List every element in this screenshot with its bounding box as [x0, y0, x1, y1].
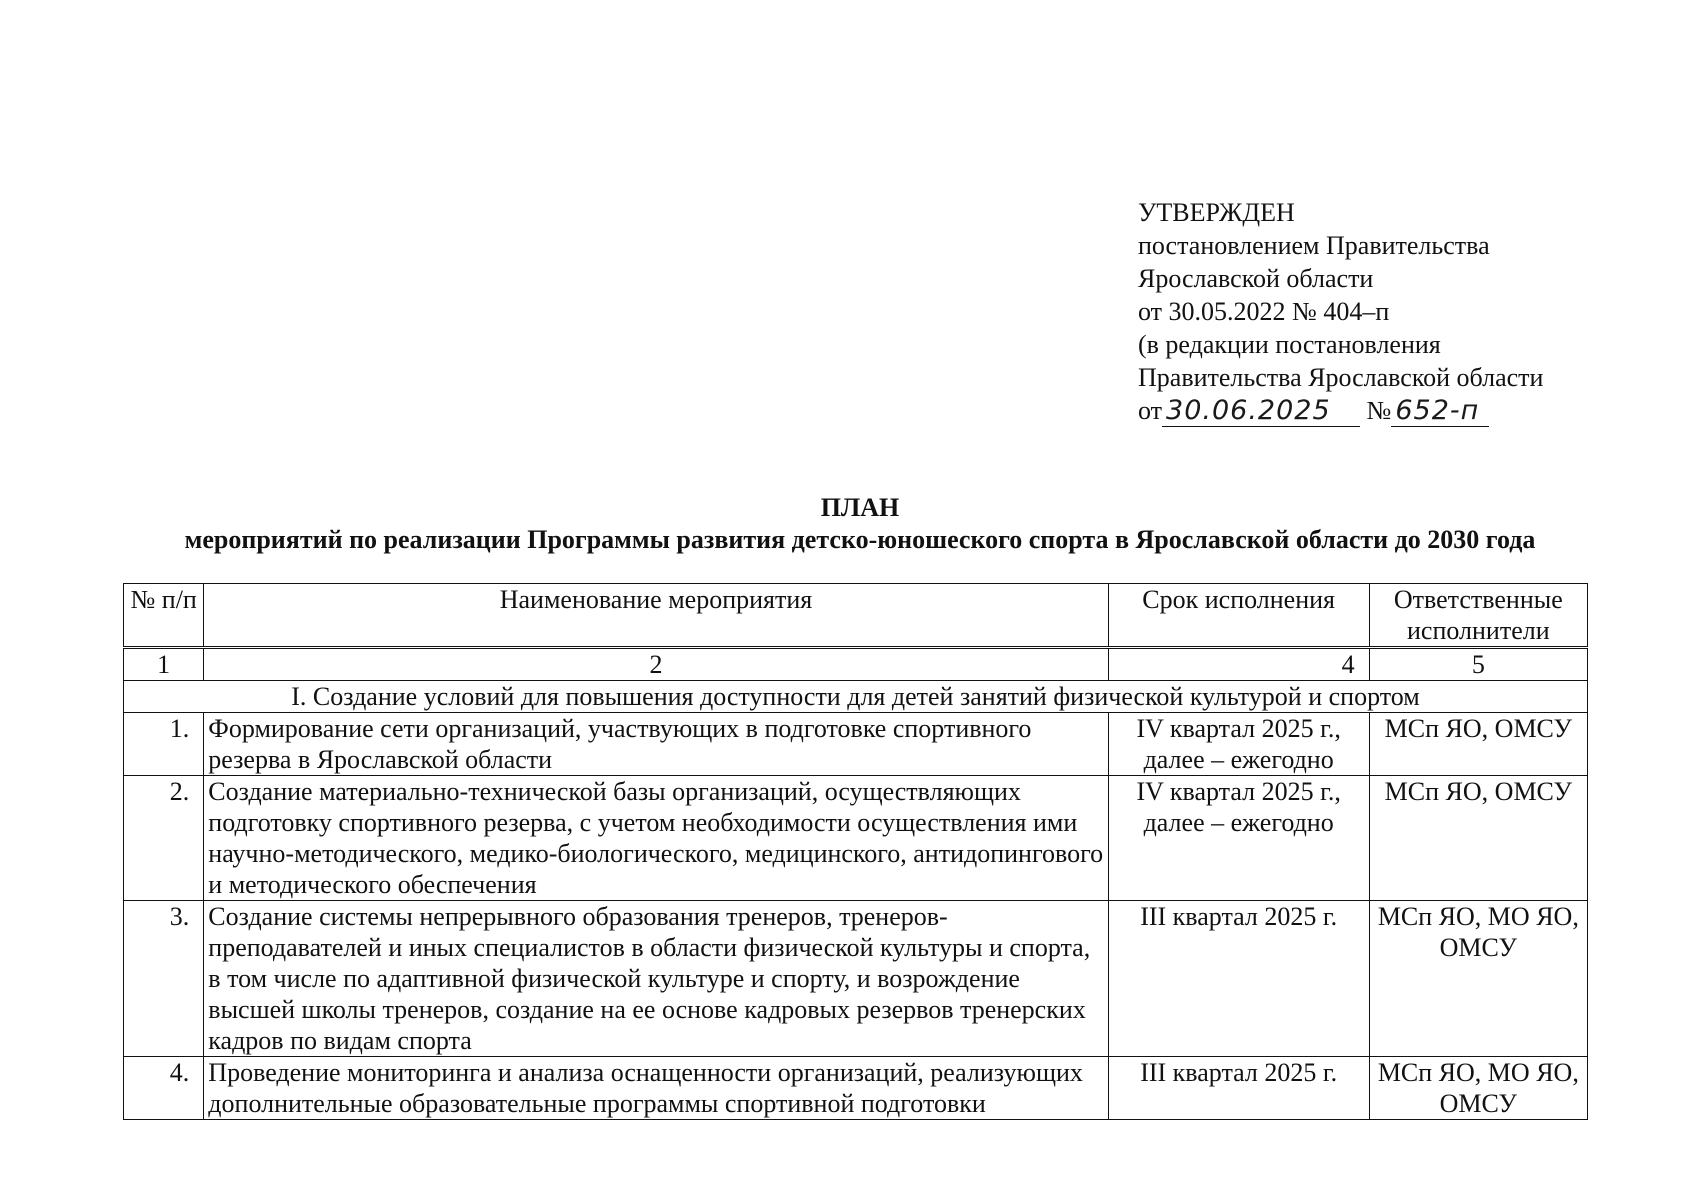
row-deadline: III квартал 2025 г. — [1108, 901, 1369, 1057]
row-responsible: МСп ЯО, МО ЯО, ОМСУ — [1369, 1057, 1587, 1120]
plan-heading: ПЛАН — [820, 493, 900, 522]
table-row — [124, 901, 1588, 1057]
number-prefix: № — [1366, 396, 1392, 425]
document-title — [0, 492, 1697, 556]
section-title: I. Создание условий для повышения доступности для детей занятий физической культурой и спортом — [124, 681, 1588, 713]
approval-line-region: Ярославской области — [1138, 264, 1374, 293]
plan-table — [123, 583, 1588, 1120]
row-name: Проведение мониторинга и анализа оснащенности организаций, реализующих дополнительные образовательные программы спортивной подготовки — [204, 1057, 1108, 1120]
approval-line-government: Правительства Ярославской области — [1138, 363, 1544, 392]
header-name: Наименование мероприятия — [204, 584, 1108, 648]
approval-line-revision: (в редакции постановления — [1138, 330, 1441, 359]
row-deadline: IV квартал 2025 г., далее – ежегодно — [1108, 713, 1369, 776]
table-header-row — [124, 584, 1588, 648]
table-row — [124, 1057, 1588, 1120]
row-number: 4. — [124, 1057, 204, 1120]
row-deadline: III квартал 2025 г. — [1108, 1057, 1369, 1120]
row-name: Формирование сети организаций, участвующих в подготовке спортивного резерва в Ярославской области — [204, 713, 1108, 776]
row-number: 1. — [124, 713, 204, 776]
row-deadline: IV квартал 2025 г., далее – ежегодно — [1108, 776, 1369, 901]
column-number: 5 — [1369, 648, 1587, 681]
header-number: № п/п — [124, 584, 204, 648]
column-number: 1 — [124, 648, 204, 681]
row-number: 2. — [124, 776, 204, 901]
column-number: 2 — [204, 648, 1108, 681]
column-number: 4 — [1108, 648, 1369, 681]
row-responsible: МСп ЯО, ОМСУ — [1369, 713, 1587, 776]
table-row — [124, 713, 1588, 776]
approval-stamp-block — [1138, 196, 1543, 427]
row-name: Создание материально-технической базы организаций, осуществляющих подготовку спортивного резерва, с учетом необходимости осуществления ими научно-методического, медико-биологического, медицинского, антидопингового и методического обеспечения — [204, 776, 1108, 901]
row-number: 3. — [124, 901, 204, 1057]
column-number-row — [124, 648, 1588, 681]
approval-line-decree: постановлением Правительства — [1138, 231, 1490, 260]
row-name: Создание системы непрерывного образования тренеров, тренеров-преподавателей и иных специалистов в области физической культуры и спорта, в том числе по адаптивной физической культуре и спорту, и возрождение высшей школы тренеров, создание на ее основе кадровых резервов тренерских кадров по видам спорта — [204, 901, 1108, 1057]
approval-line-approved: УТВЕРЖДЕН — [1138, 198, 1295, 227]
plan-subheading: мероприятий по реализации Программы развития детско-юношеского спорта в Ярославской области до 2030 года — [184, 525, 1536, 554]
approval-line-original-date: от 30.05.2022 № 404–п — [1138, 297, 1390, 326]
handwritten-date: 30.06.2025 — [1162, 396, 1360, 427]
header-deadline: Срок исполнения — [1108, 584, 1369, 648]
row-responsible: МСп ЯО, МО ЯО, ОМСУ — [1369, 901, 1587, 1057]
table-row — [124, 776, 1588, 901]
section-row — [124, 681, 1588, 713]
date-prefix: от — [1138, 396, 1163, 425]
approval-line-revision-date — [1138, 394, 1543, 427]
handwritten-number: 652-п — [1391, 396, 1489, 427]
header-responsible: Ответственные исполнители — [1369, 584, 1587, 648]
row-responsible: МСп ЯО, ОМСУ — [1369, 776, 1587, 901]
